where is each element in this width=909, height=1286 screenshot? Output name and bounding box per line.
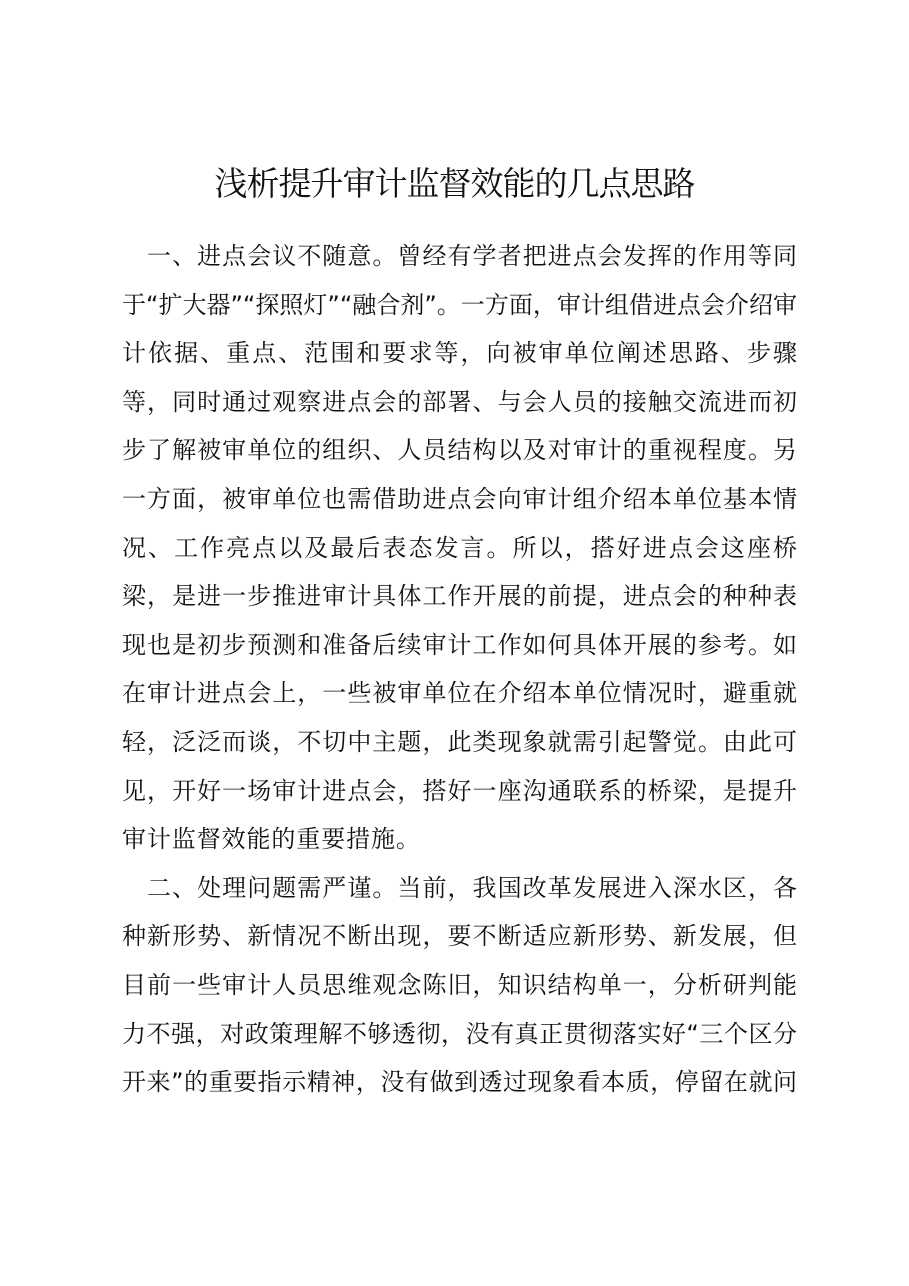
text-line: 况、工作亮点以及最后表态发言。所以，搭好进点会这座桥 <box>122 533 797 562</box>
text-line: 力不强，对政策理解不够透彻，没有真正贯彻落实好“三个区分 <box>122 1019 797 1048</box>
text-line: 二、处理问题需严谨。当前，我国改革发展进入深水区，各 <box>122 873 797 902</box>
text-line: 步了解被审单位的组织、人员结构以及对审计的重视程度。另 <box>122 436 797 465</box>
text-line: 于“扩大器”“探照灯”“融合剂”。一方面，审计组借进点会介绍审 <box>122 290 797 319</box>
text-line: 现也是初步预测和准备后续审计工作如何具体开展的参考。如 <box>122 630 797 659</box>
paragraph-2 <box>122 864 797 1107</box>
text-line: 开来”的重要指示精神，没有做到透过现象看本质，停留在就问 <box>122 1068 797 1097</box>
text-line: 见，开好一场审计进点会，搭好一座沟通联系的桥梁，是提升 <box>122 776 797 805</box>
text-line: 审计监督效能的重要措施。 <box>122 825 421 854</box>
document-title: 浅析提升审计监督效能的几点思路 <box>214 164 695 203</box>
text-line: 梁，是进一步推进审计具体工作开展的前提，进点会的种种表 <box>122 582 797 611</box>
text-line: 种新形势、新情况不断出现，要不断适应新形势、新发展，但 <box>122 922 797 951</box>
text-line: 等，同时通过观察进点会的部署、与会人员的接触交流进而初 <box>122 387 797 416</box>
text-line: 在审计进点会上，一些被审单位在介绍本单位情况时，避重就 <box>122 679 797 708</box>
text-line: 轻，泛泛而谈，不切中主题，此类现象就需引起警觉。由此可 <box>122 727 797 756</box>
text-line: 目前一些审计人员思维观念陈旧，知识结构单一，分析研判能 <box>122 970 797 999</box>
document-body <box>122 232 797 1107</box>
text-line: 一、进点会议不随意。曾经有学者把进点会发挥的作用等同 <box>122 242 797 270</box>
text-line: 一方面，被审单位也需借助进点会向审计组介绍本单位基本情 <box>122 484 797 513</box>
text-line: 计依据、重点、范围和要求等，向被审单位阐述思路、步骤 <box>122 339 797 368</box>
paragraph-1 <box>122 232 797 864</box>
